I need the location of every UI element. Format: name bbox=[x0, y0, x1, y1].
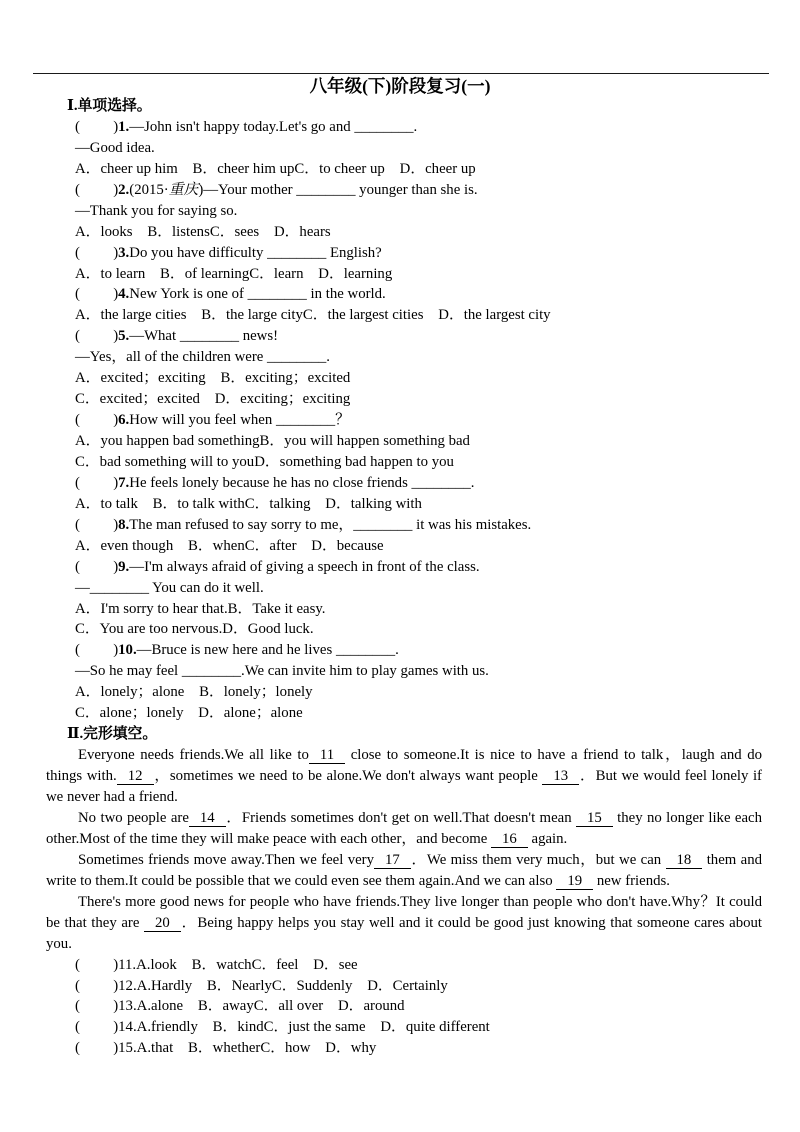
question-1-response bbox=[75, 138, 762, 159]
text-run: A．you happen bad somethingB．you will happen something bad bbox=[75, 433, 470, 449]
question-number: 1. bbox=[118, 118, 130, 135]
question-6-stem bbox=[75, 410, 762, 431]
text-run: A．excited；exciting B．exciting；excited bbox=[75, 370, 351, 387]
text-run: How will you feel when bbox=[129, 412, 276, 429]
text-run: A．to talk B．to talk withC．talking D．talking with bbox=[75, 495, 422, 512]
text-run: —Yes，all of the children were bbox=[75, 349, 268, 366]
section2-heading bbox=[67, 724, 762, 745]
header-rule bbox=[33, 73, 769, 74]
text-run: A．I'm sorry to hear that.B．Take it easy. bbox=[75, 600, 326, 617]
question-6-options-ab bbox=[75, 431, 762, 452]
cloze-blank-20: 20 bbox=[144, 915, 181, 932]
question-3-stem bbox=[75, 243, 762, 264]
answer-blank: ________ bbox=[267, 244, 327, 261]
text-run: Everyone needs friends.We all like to bbox=[78, 747, 309, 764]
question-5-options-cd bbox=[75, 389, 762, 410]
question-10-options-cd bbox=[75, 703, 762, 724]
question-number: 5. bbox=[118, 328, 130, 345]
question-4-options bbox=[75, 305, 762, 326]
text-run: ( ) bbox=[75, 181, 119, 198]
question-4-stem bbox=[75, 284, 762, 305]
answer-blank: ________ bbox=[411, 474, 471, 491]
question-9-stem bbox=[75, 557, 762, 578]
text-run: He feels lonely because he has no close friends bbox=[129, 474, 412, 491]
text-run: ( ) bbox=[75, 328, 119, 345]
text-run: . bbox=[395, 642, 399, 659]
question-5-response bbox=[75, 347, 762, 368]
cloze-blank-12: 12 bbox=[117, 768, 154, 785]
text-run: You can do it well. bbox=[148, 579, 264, 596]
text-run: ( ) bbox=[75, 642, 119, 659]
text-run: —Bruce is new here and he lives bbox=[136, 642, 336, 659]
text-run: C．alone；lonely D．alone；alone bbox=[75, 705, 303, 722]
text-run: ( )11.A.look B．watchC．feel D．see bbox=[75, 956, 358, 973]
page-title: 八年级(下)阶段复习(一) bbox=[309, 76, 491, 96]
question-number: 8. bbox=[118, 516, 130, 533]
question-5-options-ab bbox=[75, 368, 762, 389]
question-number: Ⅰ.单项选择。 bbox=[67, 98, 152, 114]
text-run: )—Your mother bbox=[198, 181, 297, 198]
answer-blank: ________ bbox=[267, 349, 327, 366]
answer-blank: ________ bbox=[353, 516, 413, 533]
answer-blank: ________ bbox=[296, 181, 356, 198]
question-13-options bbox=[75, 996, 762, 1017]
cloze-paragraph-3 bbox=[46, 850, 762, 892]
answer-blank: ________ bbox=[247, 286, 307, 303]
text-run: —John isn't happy today.Let's go and bbox=[129, 118, 355, 135]
text-run: A．the large cities B．the large cityC．the largest cities D．the largest city bbox=[75, 307, 551, 324]
text-run: .We can invite him to play games with us. bbox=[241, 663, 489, 680]
question-3-options bbox=[75, 264, 762, 285]
answer-blank: ________ bbox=[181, 663, 242, 680]
text-run: ( ) bbox=[75, 118, 119, 135]
text-run: they no longer like each other.Most of the time they will make peace with each other，and become bbox=[46, 809, 762, 847]
text-run: The man refused to say sorry to me， bbox=[129, 516, 354, 533]
text-run: A．cheer up him B．cheer him upC．to cheer up D．cheer up bbox=[75, 160, 476, 177]
text-run: close to someone.It is nice to have a friend to talk，laugh and do things with. bbox=[46, 747, 762, 785]
question-2-stem bbox=[75, 180, 762, 201]
text-run: —What bbox=[129, 328, 180, 345]
text-run: — bbox=[75, 579, 90, 596]
text-run: (2015· bbox=[129, 181, 169, 198]
text-run: . bbox=[326, 349, 330, 366]
text-run: —So he may feel bbox=[75, 663, 182, 680]
text-run: ( ) bbox=[75, 474, 119, 491]
question-number: Ⅱ.完形填空。 bbox=[67, 726, 158, 743]
text-run: ．We miss them very much，but we can bbox=[410, 851, 666, 868]
text-run: ？ bbox=[335, 412, 350, 429]
cloze-paragraph-2 bbox=[46, 808, 762, 850]
answer-blank: ________ bbox=[179, 328, 239, 345]
question-7-stem bbox=[75, 473, 762, 494]
question-number: 4. bbox=[118, 286, 130, 303]
question-9-response bbox=[75, 578, 762, 599]
question-9-options-cd bbox=[75, 619, 762, 640]
question-number: 7. bbox=[118, 474, 130, 491]
question-number: 9. bbox=[118, 558, 130, 575]
text-run: C．excited；excited D．exciting；exciting bbox=[75, 391, 351, 408]
exam-region-tag: 重庆 bbox=[168, 181, 199, 198]
question-15-options bbox=[75, 1038, 762, 1059]
cloze-blank-19: 19 bbox=[556, 873, 593, 890]
cloze-blank-18: 18 bbox=[666, 852, 703, 869]
question-1-stem bbox=[75, 117, 762, 138]
text-run: ( ) bbox=[75, 412, 119, 429]
text-run: in the world. bbox=[306, 286, 386, 303]
worksheet-body bbox=[40, 96, 762, 1059]
text-run: A．looks B．listensC．sees D．hears bbox=[75, 223, 331, 240]
text-run: ．But we would feel lonely if we never had a friend. bbox=[46, 768, 762, 805]
cloze-paragraph-4 bbox=[46, 892, 762, 955]
question-number: 2. bbox=[118, 181, 130, 198]
question-number: 3. bbox=[118, 244, 130, 261]
text-run: New York is one of bbox=[129, 286, 248, 303]
cloze-paragraph-1 bbox=[46, 745, 762, 808]
text-run: Sometimes friends move away.Then we feel very bbox=[78, 851, 374, 868]
text-run: C．bad something will to youD．something bad happen to you bbox=[75, 453, 454, 470]
question-7-options bbox=[75, 494, 762, 515]
question-9-options-ab bbox=[75, 599, 762, 620]
answer-blank: ________ bbox=[335, 642, 396, 659]
text-run: ( ) bbox=[75, 286, 119, 303]
question-number: 6. bbox=[118, 412, 130, 429]
cloze-blank-15: 15 bbox=[576, 810, 613, 827]
text-run: Do you have difficulty bbox=[129, 244, 268, 261]
text-run: English? bbox=[326, 244, 382, 261]
text-run: again. bbox=[527, 830, 568, 847]
text-run: new friends. bbox=[593, 872, 670, 889]
text-run: . bbox=[413, 118, 418, 135]
question-11-options bbox=[75, 955, 762, 976]
text-run: There's more good news for people who have friends.They live longer than people who don't have.Why？It could be that they are bbox=[46, 893, 762, 931]
text-run: them and write to them.It could be possible that we could even see them again.And we can also bbox=[46, 851, 763, 889]
question-number: 10. bbox=[118, 642, 137, 659]
text-run: ( ) bbox=[75, 244, 119, 261]
question-6-options-cd bbox=[75, 452, 762, 473]
text-run: —Good idea. bbox=[75, 139, 155, 156]
text-run: it was his mistakes. bbox=[412, 516, 532, 533]
text-run: —I'm always afraid of giving a speech in front of the class. bbox=[129, 558, 480, 575]
answer-blank: ________ bbox=[354, 118, 414, 135]
text-run: younger than she is. bbox=[355, 181, 478, 198]
question-10-response bbox=[75, 661, 762, 682]
text-run: A．even though B．whenC．after D．because bbox=[75, 537, 384, 554]
cloze-blank-17: 17 bbox=[374, 852, 411, 869]
text-run: ．Friends sometimes don't get on well.That doesn't mean bbox=[225, 809, 576, 826]
question-2-options bbox=[75, 222, 762, 243]
question-8-stem bbox=[75, 515, 762, 536]
question-8-options bbox=[75, 536, 762, 557]
question-1-options bbox=[75, 159, 762, 180]
question-12-options bbox=[75, 976, 762, 997]
section1-heading bbox=[67, 96, 762, 117]
question-5-stem bbox=[75, 326, 762, 347]
cloze-blank-14: 14 bbox=[189, 810, 226, 827]
text-run: ( )14.A.friendly B．kindC．just the same D．quite different bbox=[75, 1019, 490, 1036]
text-run: —Thank you for saying so. bbox=[75, 202, 238, 219]
question-10-stem bbox=[75, 640, 762, 661]
question-14-options bbox=[75, 1017, 762, 1038]
answer-blank: ________ bbox=[275, 412, 336, 429]
text-run: A．to learn B．of learningC．learn D．learning bbox=[75, 265, 393, 282]
text-run: . bbox=[470, 474, 475, 491]
text-run: news! bbox=[239, 328, 279, 345]
text-run: C．You are too nervous.D．Good luck. bbox=[75, 621, 314, 638]
cloze-blank-13: 13 bbox=[542, 768, 579, 785]
cloze-blank-16: 16 bbox=[491, 831, 528, 848]
text-run: ( )15.A.that B．whetherC．how D．why bbox=[75, 1040, 377, 1057]
text-run: ．Being happy helps you stay well and it could be good just knowing that someone cares about you. bbox=[46, 914, 763, 952]
question-10-options-ab bbox=[75, 682, 762, 703]
text-run: ( )13.A.alone B．awayC．all over D．around bbox=[75, 998, 405, 1015]
cloze-blank-11: 11 bbox=[309, 747, 345, 764]
question-2-response bbox=[75, 201, 762, 222]
answer-blank: ________ bbox=[89, 579, 149, 596]
text-run: A．lonely；alone B．lonely；lonely bbox=[75, 684, 313, 701]
text-run: No two people are bbox=[78, 809, 189, 826]
text-run: ( ) bbox=[75, 516, 119, 533]
text-run: ( )12.A.Hardly B．NearlyC．Suddenly D．Certainly bbox=[75, 977, 448, 994]
text-run: ，sometimes we need to be alone.We don't always want people bbox=[153, 768, 543, 785]
text-run: ( ) bbox=[75, 558, 119, 575]
